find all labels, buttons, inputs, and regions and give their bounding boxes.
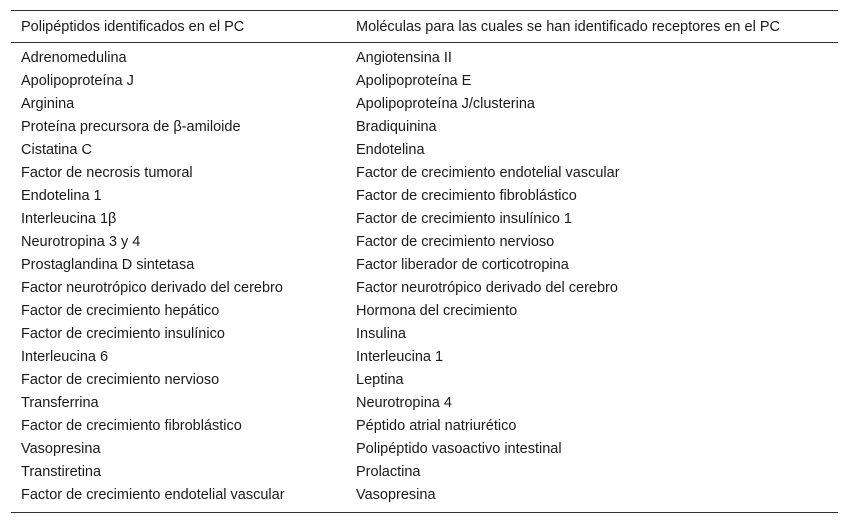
polypeptide-cell: Transferrina bbox=[21, 395, 99, 411]
receptor-molecule-cell: Bradiquinina bbox=[356, 119, 437, 135]
receptor-molecule-cell: Prolactina bbox=[356, 464, 421, 480]
polypeptide-cell: Factor neurotrópico derivado del cerebro bbox=[21, 280, 283, 296]
header-cell-receptors: Moléculas para las cuales se han identificado receptores en el PC bbox=[356, 18, 780, 35]
polypeptide-cell: Interleucina 1β bbox=[21, 211, 117, 227]
receptor-molecule-cell: Apolipoproteína E bbox=[356, 73, 472, 89]
table-row bbox=[11, 346, 838, 369]
polypeptide-cell: Adrenomedulina bbox=[21, 50, 127, 66]
receptor-molecule-cell: Factor de crecimiento insulínico 1 bbox=[356, 211, 572, 227]
table-row bbox=[11, 139, 838, 162]
table-row bbox=[11, 323, 838, 346]
header-row bbox=[11, 11, 838, 43]
polypeptide-cell: Transtiretina bbox=[21, 464, 102, 480]
polypeptide-cell: Factor de crecimiento fibroblástico bbox=[21, 418, 242, 434]
receptor-molecule-cell: Polipéptido vasoactivo intestinal bbox=[356, 441, 562, 457]
polypeptide-cell: Factor de crecimiento hepático bbox=[21, 303, 220, 319]
receptor-molecule-cell: Vasopresina bbox=[356, 487, 436, 503]
table-row bbox=[11, 185, 838, 208]
polypeptide-cell: Cistatina C bbox=[21, 142, 92, 158]
table-container bbox=[11, 10, 838, 513]
receptor-molecule-cell: Hormona del crecimiento bbox=[356, 303, 518, 319]
table-body bbox=[11, 43, 838, 513]
polypeptide-cell: Vasopresina bbox=[21, 441, 101, 457]
table-row bbox=[11, 162, 838, 185]
table-row bbox=[11, 116, 838, 139]
polypeptide-cell: Arginina bbox=[21, 96, 75, 112]
polypeptide-cell: Neurotropina 3 y 4 bbox=[21, 234, 141, 250]
table-row bbox=[11, 300, 838, 323]
table-row bbox=[11, 70, 838, 93]
table-row bbox=[11, 231, 838, 254]
receptor-molecule-cell: Apolipoproteína J/clusterina bbox=[356, 96, 535, 112]
header-cell-polypeptides: Polipéptidos identificados en el PC bbox=[21, 18, 245, 35]
table-row bbox=[11, 369, 838, 392]
receptor-molecule-cell: Angiotensina II bbox=[356, 50, 452, 66]
table-row bbox=[11, 277, 838, 300]
receptor-molecule-cell: Factor de crecimiento fibroblástico bbox=[356, 188, 577, 204]
table-row bbox=[11, 392, 838, 415]
polypeptide-cell: Prostaglandina D sintetasa bbox=[21, 257, 195, 273]
receptor-molecule-cell: Leptina bbox=[356, 372, 404, 388]
polypeptide-cell: Factor de necrosis tumoral bbox=[21, 165, 193, 181]
receptor-molecule-cell: Insulina bbox=[356, 326, 406, 342]
receptor-molecule-cell: Factor liberador de corticotropina bbox=[356, 257, 569, 273]
polypeptide-cell: Interleucina 6 bbox=[21, 349, 109, 365]
table-row bbox=[11, 461, 838, 484]
receptor-molecule-cell: Péptido atrial natriurético bbox=[356, 418, 517, 434]
polypeptide-cell: Factor de crecimiento insulínico bbox=[21, 326, 225, 342]
table-row bbox=[11, 484, 838, 513]
receptor-molecule-cell: Endotelina bbox=[356, 142, 425, 158]
table-row bbox=[11, 438, 838, 461]
table-row bbox=[11, 93, 838, 116]
receptor-molecule-cell: Factor de crecimiento nervioso bbox=[356, 234, 555, 250]
polypeptide-cell: Apolipoproteína J bbox=[21, 73, 134, 89]
receptor-molecule-cell: Factor neurotrópico derivado del cerebro bbox=[356, 280, 618, 296]
table-row bbox=[11, 415, 838, 438]
polypeptide-cell: Proteína precursora de β-amiloide bbox=[21, 119, 241, 135]
table-header bbox=[11, 11, 838, 43]
polypeptide-cell: Factor de crecimiento nervioso bbox=[21, 372, 220, 388]
polypeptide-cell: Endotelina 1 bbox=[21, 188, 102, 204]
data-table bbox=[11, 10, 838, 513]
table-row bbox=[11, 43, 838, 71]
table-row bbox=[11, 254, 838, 277]
receptor-molecule-cell: Factor de crecimiento endotelial vascular bbox=[356, 165, 620, 181]
table-row bbox=[11, 208, 838, 231]
receptor-molecule-cell: Interleucina 1 bbox=[356, 349, 444, 365]
receptor-molecule-cell: Neurotropina 4 bbox=[356, 395, 452, 411]
polypeptide-cell: Factor de crecimiento endotelial vascular bbox=[21, 487, 285, 503]
